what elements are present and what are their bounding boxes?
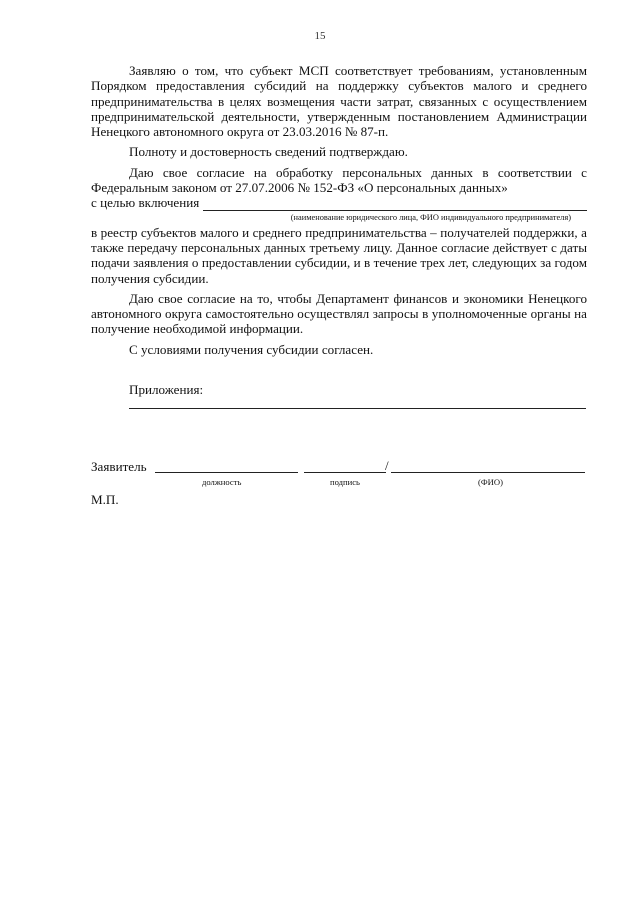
position-field[interactable] (155, 472, 298, 473)
consent-paragraph-start: Даю свое согласие на обработку персональных данных в соответствии с Федеральным законом от 27.07.2006 № 152-ФЗ «О персональных данных» (91, 164, 587, 196)
consent-paragraph-end: в реестр субъектов малого и среднего предпринимательства – получателей поддержки, а также передачу персональных данных третьему лицу. Данное согласие действует с даты подачи заявления о предоставлении субсидии, и в течение трех лет, следующих за годом получения субсидии. (91, 224, 587, 286)
statement-body (91, 63, 587, 357)
signature-caption: подпись (330, 477, 360, 487)
department-consent-paragraph: Даю свое согласие на то, чтобы Департамент финансов и экономики Ненецкого автономного округа самостоятельно осуществлял запросы в уполномоченные органы на получение необходимой информации. (91, 290, 587, 337)
position-caption: должность (202, 477, 242, 487)
signature-field[interactable] (304, 472, 386, 473)
inclusion-row (91, 195, 587, 210)
page-number: 15 (314, 30, 326, 42)
attachments-line[interactable] (129, 408, 586, 409)
applicant-name-caption: (наименование юридического лица, ФИО индивидуального предпринимателя) (290, 212, 571, 222)
inclusion-label: с целью включения (91, 195, 200, 211)
attachments-section (91, 381, 587, 399)
full-name-caption: (ФИО) (478, 477, 503, 487)
stamp-label: М.П. (91, 492, 119, 507)
attachments-label: Приложения: (129, 382, 204, 397)
full-name-field[interactable] (391, 472, 585, 473)
applicant-label: Заявитель (91, 459, 147, 474)
applicant-name-field[interactable] (203, 198, 587, 211)
compliance-paragraph: Заявляю о том, что субъект МСП соответствует требованиям, установленным Порядком предоставления субсидий на поддержку субъектов малого и среднего предпринимательства в целях возмещения части затрат, связанных с осуществлением предпринимательской деятельности, утвержденным постановлением Администрации Ненецкого автономного округа от 23.03.2016 № 87-п. (91, 63, 587, 140)
signature-slash: / (385, 458, 389, 473)
conditions-agreement-paragraph: С условиями получения субсидии согласен. (129, 341, 374, 357)
accuracy-paragraph: Полноту и достоверность сведений подтверждаю. (129, 144, 408, 160)
